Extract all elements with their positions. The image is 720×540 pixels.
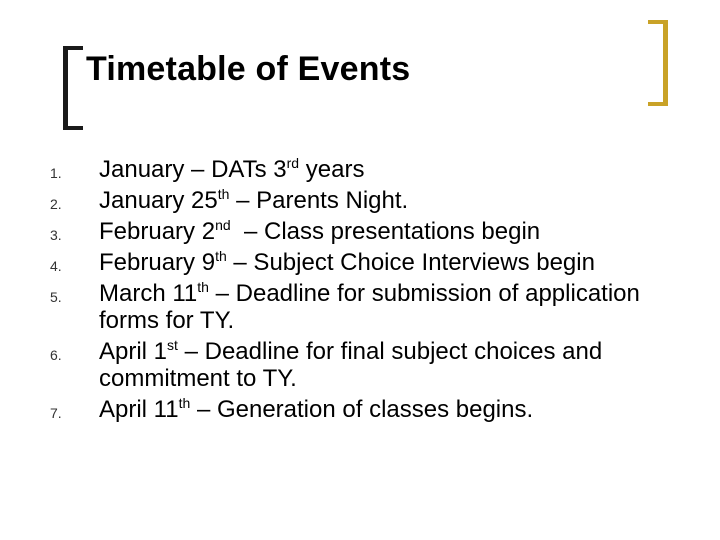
- event-text-rest: – Class presentations begin: [230, 218, 541, 245]
- event-number: 3.: [50, 227, 62, 243]
- event-text-main: April 1: [99, 338, 168, 365]
- ordinal-suffix: rd: [286, 155, 300, 171]
- ordinal-suffix: th: [217, 186, 230, 202]
- event-text-rest: – Deadline for final subject choices and commitment to TY.: [99, 338, 603, 392]
- event-text-main: February 2: [99, 218, 216, 245]
- left-bracket-decoration: [63, 46, 83, 130]
- event-number: 6.: [50, 347, 62, 363]
- event-item-1: [0, 156, 720, 187]
- event-text-main: March 11: [99, 280, 198, 307]
- event-text: [99, 338, 659, 396]
- event-item-5: [0, 280, 720, 338]
- event-text: [99, 187, 659, 218]
- event-item-6: [0, 338, 720, 396]
- right-bracket-decoration: [648, 20, 668, 106]
- event-item-4: [0, 249, 720, 280]
- event-item-2: [0, 187, 720, 218]
- events-list: [0, 156, 720, 427]
- event-item-3: [0, 218, 720, 249]
- event-number: 4.: [50, 258, 62, 274]
- event-number: 1.: [50, 165, 62, 181]
- ordinal-suffix: th: [215, 248, 227, 264]
- ordinal-suffix: th: [197, 279, 209, 295]
- event-text-main: April 11: [99, 396, 179, 423]
- event-text-rest: years: [299, 156, 365, 183]
- event-text: [99, 156, 659, 187]
- event-text-rest: – Subject Choice Interviews begin: [226, 249, 595, 276]
- event-number: 2.: [50, 196, 62, 212]
- slide-title: Timetable of Events: [86, 50, 411, 88]
- ordinal-suffix: st: [167, 337, 178, 353]
- event-text: [99, 396, 659, 427]
- event-text-main: January – DATs 3: [99, 156, 287, 183]
- event-text-main: January 25: [99, 187, 218, 214]
- event-number: 7.: [50, 405, 62, 421]
- event-text-rest: – Parents Night.: [229, 187, 409, 214]
- event-text: [99, 249, 659, 280]
- event-text-rest: – Generation of classes begins.: [190, 396, 534, 423]
- event-text: [99, 218, 659, 249]
- ordinal-suffix: th: [178, 395, 191, 411]
- event-text: [99, 280, 659, 338]
- event-text-rest: – Deadline for submission of application forms for TY.: [99, 280, 640, 334]
- event-item-7: [0, 396, 720, 427]
- event-text-main: February 9: [99, 249, 216, 276]
- event-number: 5.: [50, 289, 62, 305]
- ordinal-suffix: nd: [215, 217, 231, 233]
